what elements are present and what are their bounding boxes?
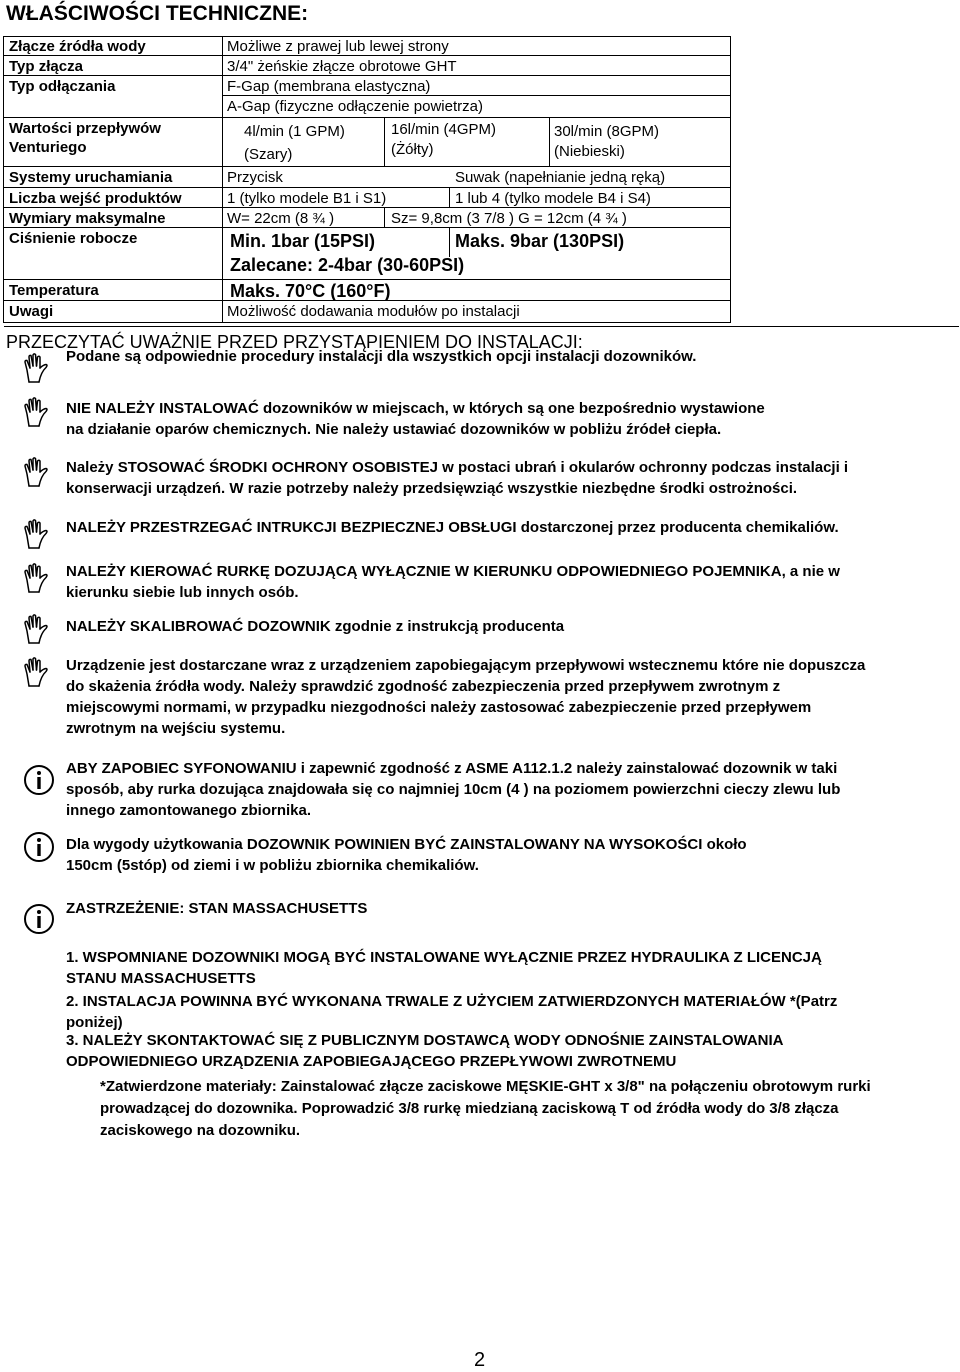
col-divider [222, 37, 223, 322]
value-dims-w: W= 22cm (8 ¾ ) [227, 210, 335, 227]
warning-text-line: Urządzenie jest dostarczane wraz z urządzeniem zapobiegającym przepływowi wstecznemu które nie dopuszcza [66, 657, 866, 674]
value-notes: Możliwość dodawania modułów po instalacji [227, 303, 520, 320]
massachusetts-item-line: poniżej) [66, 1014, 123, 1031]
col-divider [549, 117, 550, 167]
warning-text-line: NIE NALEŻY INSTALOWAĆ dozowników w miejscach, w których są one bezpośrednio wystawione [66, 400, 765, 417]
hand-icon [22, 456, 56, 490]
value-temp: Maks. 70°C (160°F) [230, 281, 391, 301]
row-divider [4, 279, 730, 280]
value-source: Możliwe z prawej lub lewej strony [227, 38, 449, 55]
warning-text-line: miejscowymi normami, w przypadku niezgodności należy zastosować zabezpieczenie przed przepływem [66, 699, 812, 716]
col-divider [384, 207, 385, 227]
warning-text-line: zwrotnym na wejściu systemu. [66, 720, 286, 737]
value-pressure-min: Min. 1bar (15PSI) [230, 231, 376, 251]
hand-icon [22, 396, 56, 430]
warning-text-line: NALEŻY PRZESTRZEGAĆ INTRUKCJI BEZPIECZNEJ OBSŁUGI dostarczonej przez producenta chemikaliów. [66, 519, 839, 536]
label-dims: Wymiary maksymalne [9, 210, 166, 227]
label-temp: Temperatura [9, 282, 99, 299]
value-flow-1-top: 4l/min (1 GPM) [244, 123, 345, 140]
label-start: Systemy uruchamiania [9, 169, 173, 186]
row-divider [4, 75, 730, 76]
col-divider [449, 187, 450, 207]
value-flow-2-bottom: (Żółty) [391, 141, 434, 158]
warning-heading: PRZECZYTAĆ UWAŻNIE PRZED PRZYSTĄPIENIEM DO INSTALACJI: [6, 332, 583, 352]
info-icon [22, 902, 56, 936]
value-disconnect-2: A-Gap (fizyczne odłączenie powietrza) [227, 98, 483, 115]
massachusetts-item-line: 3. NALEŻY SKONTAKTOWAĆ SIĘ Z PUBLICZNYM DOSTAWCĄ WODY ODNOŚNIE ZAINSTALOWANIA [66, 1032, 784, 1049]
warning-text-line: konserwacji urządzeń. W razie potrzeby należy przedsięwziąć wszystkie niezbędne środki ostrożności. [66, 480, 798, 497]
warning-text-line: ZASTRZEŻENIE: STAN MASSACHUSETTS [66, 900, 368, 917]
row-divider [222, 95, 730, 96]
info-icon [22, 830, 56, 864]
warning-text-line: kierunku siebie lub innych osób. [66, 584, 299, 601]
spec-table [3, 36, 731, 323]
col-divider [449, 227, 450, 257]
value-flow-3-top: 30l/min (8GPM) [554, 123, 660, 140]
warning-text-line: Podane są odpowiednie procedury instalacji dla wszystkich opcji instalacji dozowników. [66, 348, 697, 365]
hand-icon [22, 352, 56, 386]
value-pressure-max: Maks. 9bar (130PSI) [455, 231, 625, 251]
value-pressure-rec: Zalecane: 2-4bar (30-60PSI) [230, 255, 465, 275]
page-title: WŁAŚCIWOŚCI TECHNICZNE: [6, 2, 309, 25]
value-inputs-2: 1 lub 4 (tylko modele B4 i S4) [455, 190, 651, 207]
value-start-1: Przycisk [227, 169, 283, 186]
warning-text-line: 150cm (5stóp) od ziemi i w pobliżu zbiornika chemikaliów. [66, 857, 479, 874]
label-flow-1: Wartości przepływów [9, 120, 161, 137]
hand-icon [22, 518, 56, 552]
massachusetts-item-line: 1. WSPOMNIANE DOZOWNIKI MOGĄ BYĆ INSTALOWANE WYŁĄCZNIE PRZEZ HYDRAULIKA Z LICENCJĄ [66, 949, 822, 966]
approved-materials-note-line: prowadzącej do dozownika. Poprowadzić 3/8 rurkę miedzianą zaciskową T od źródła wody do 3/8 złącza [100, 1100, 839, 1117]
warning-text-line: do skażenia źródła wody. Należy sprawdzić zgodność zabezpieczenia przed przepływem zwrotnym z [66, 678, 781, 695]
row-divider [4, 207, 730, 208]
row-divider [4, 117, 730, 118]
page-number: 2 [474, 1349, 486, 1371]
row-divider [4, 187, 730, 188]
warning-text-line: ABY ZAPOBIEC SYFONOWANIU i zapewnić zgodność z ASME A112.1.2 należy zainstalować dozownik w taki [66, 760, 838, 777]
hand-icon [22, 562, 56, 596]
value-dims-sz: Sz= 9,8cm (3 7/8 ) G = 12cm (4 ¾ ) [391, 210, 627, 227]
info-icon [22, 763, 56, 797]
hand-icon [22, 613, 56, 647]
approved-materials-note-line: *Zatwierdzone materiały: Zainstalować złącze zaciskowe MĘSKIE-GHT x 3/8" na połączeniu obrotowym rurki [100, 1078, 871, 1095]
value-start-2: Suwak (napełnianie jedną ręką) [455, 169, 666, 186]
warning-text-line: innego zamontowanego zbiornika. [66, 802, 312, 819]
label-source: Złącze źródła wody [9, 38, 146, 55]
label-pressure: Ciśnienie robocze [9, 230, 138, 247]
massachusetts-item-line: STANU MASSACHUSETTS [66, 970, 256, 987]
hand-icon [22, 656, 56, 690]
warning-text-line: NALEŻY SKALIBROWAĆ DOZOWNIK zgodnie z instrukcją producenta [66, 618, 565, 635]
value-flow-1-bottom: (Szary) [244, 146, 293, 163]
label-type: Typ złącza [9, 58, 83, 75]
label-inputs: Liczba wejść produktów [9, 190, 182, 207]
value-flow-2-top: 16l/min (4GPM) [391, 121, 497, 138]
row-divider [4, 166, 730, 167]
label-notes: Uwagi [9, 303, 54, 320]
approved-materials-note-line: zaciskowego na dozowniku. [100, 1122, 301, 1139]
label-disconnect: Typ odłączania [9, 78, 116, 95]
value-type: 3/4" żeńskie złącze obrotowe GHT [227, 58, 457, 75]
heading-rule [4, 326, 959, 327]
massachusetts-item-line: 2. INSTALACJA POWINNA BYĆ WYKONANA TRWALE Z UŻYCIEM ZATWIERDZONYCH MATERIAŁÓW *(Patrz [66, 993, 838, 1010]
row-divider [4, 55, 730, 56]
warning-text-line: sposób, aby rurka dozująca znajdowała się co najmniej 10cm (4 ) na poziomem powierzchni cieczy zlewu lub [66, 781, 841, 798]
massachusetts-item-line: ODPOWIEDNIEGO URZĄDZENIA ZAPOBIEGAJĄCEGO PRZEPŁYWOWI ZWROTNEMU [66, 1053, 677, 1070]
warning-text-line: Dla wygody użytkowania DOZOWNIK POWINIEN BYĆ ZAINSTALOWANY NA WYSOKOŚCI około [66, 836, 747, 853]
warning-text-line: na działanie oparów chemicznych. Nie należy ustawiać dozowników w pobliżu źródeł ciepła. [66, 421, 722, 438]
value-flow-3-bottom: (Niebieski) [554, 143, 625, 160]
warning-text-line: Należy STOSOWAĆ ŚRODKI OCHRONY OSOBISTEJ w postaci ubrań i okularów ochronny podczas instalacji i [66, 459, 849, 476]
col-divider [384, 117, 385, 167]
value-disconnect-1: F-Gap (membrana elastyczna) [227, 78, 431, 95]
label-flow-2: Venturiego [9, 139, 87, 156]
value-inputs-1: 1 (tylko modele B1 i S1) [227, 190, 387, 207]
warning-text-line: NALEŻY KIEROWAĆ RURKĘ DOZUJĄCĄ WYŁĄCZNIE W KIERUNKU ODPOWIEDNIEGO POJEMNIKA, a nie w [66, 563, 840, 580]
row-divider [4, 227, 730, 228]
